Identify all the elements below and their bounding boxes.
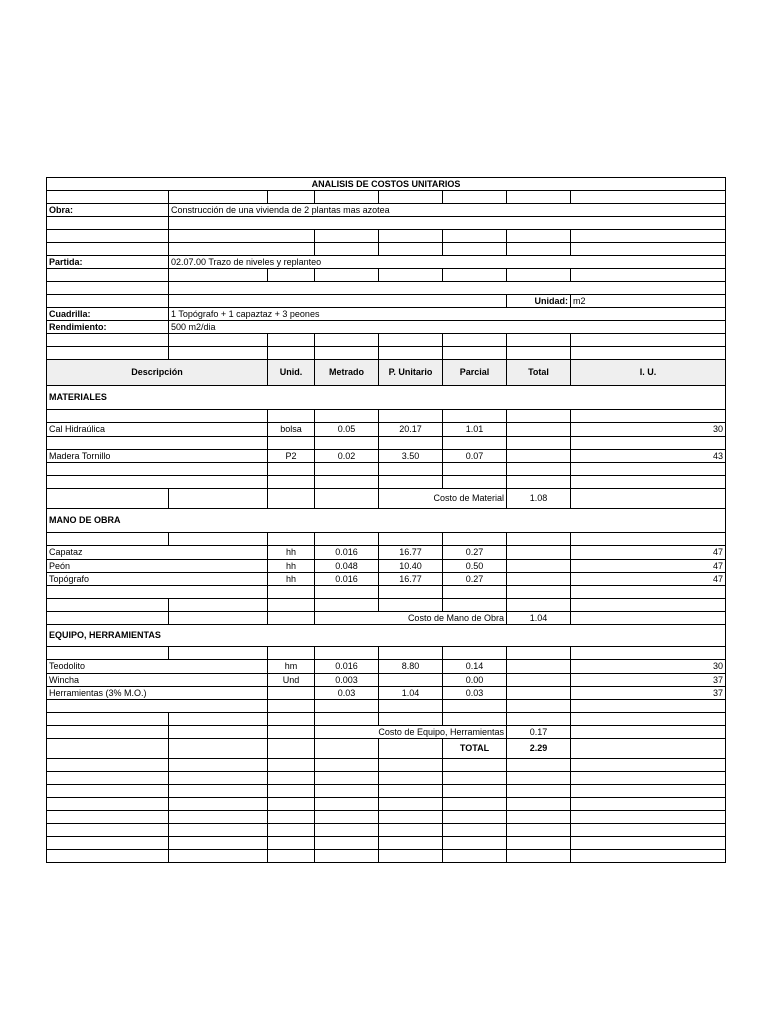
section-equipo: EQUIPO, HERRAMIENTAS [47,625,726,647]
partida-label: Partida: [47,256,169,269]
col-metrado: Metrado [315,360,379,386]
table-row: Madera Tornillo P2 0.02 3.50 0.07 43 [47,450,726,463]
subtotal-material-label: Costo de Material [379,489,507,509]
rendimiento-value: 500 m2/dia [169,321,726,334]
cuadrilla-value: 1 Topógrafo + 1 capaztaz + 3 peones [169,308,726,321]
cost-analysis-sheet [46,177,726,863]
subtotal-material: 1.08 [507,489,571,509]
total-value: 2.29 [507,739,571,759]
table-row: Capataz hh 0.016 16.77 0.27 47 [47,546,726,560]
section-materiales: MATERIALES [47,386,726,410]
col-unid: Unid. [268,360,315,386]
unidad-value: m2 [571,295,726,308]
obra-label: Obra: [47,204,169,217]
rendimiento-label: Rendimiento: [47,321,169,334]
subtotal-equipo-label: Costo de Equipo, Herramientas [315,726,507,739]
table-row: Teodolito hm 0.016 8.80 0.14 30 [47,660,726,674]
table-row: Peón hh 0.048 10.40 0.50 47 [47,560,726,573]
column-header-row [47,360,726,386]
col-descripcion: Descripción [47,360,268,386]
subtotal-mano-obra-label: Costo de Mano de Obra [315,612,507,625]
col-iu: I. U. [571,360,726,386]
cuadrilla-label: Cuadrilla: [47,308,169,321]
table-row: Topógrafo hh 0.016 16.77 0.27 47 [47,573,726,586]
col-parcial: Parcial [443,360,507,386]
sheet-title: ANALISIS DE COSTOS UNITARIOS [47,178,726,191]
subtotal-mano-obra: 1.04 [507,612,571,625]
table-row: Wincha Und 0.003 0.00 37 [47,674,726,687]
total-label: TOTAL [443,739,507,759]
col-p-unitario: P. Unitario [379,360,443,386]
obra-value: Construcción de una vivienda de 2 plantas mas azotea [169,204,726,217]
unidad-label: Unidad: [507,295,571,308]
subtotal-equipo: 0.17 [507,726,571,739]
section-mano-de-obra: MANO DE OBRA [47,509,726,533]
col-total: Total [507,360,571,386]
table-row: Herramientas (3% M.O.) 0.03 1.04 0.03 37 [47,687,726,700]
partida-value: 02.07.00 Trazo de niveles y replanteo [169,256,726,269]
table-row: Cal Hidraúlica bolsa 0.05 20.17 1.01 30 [47,423,726,437]
